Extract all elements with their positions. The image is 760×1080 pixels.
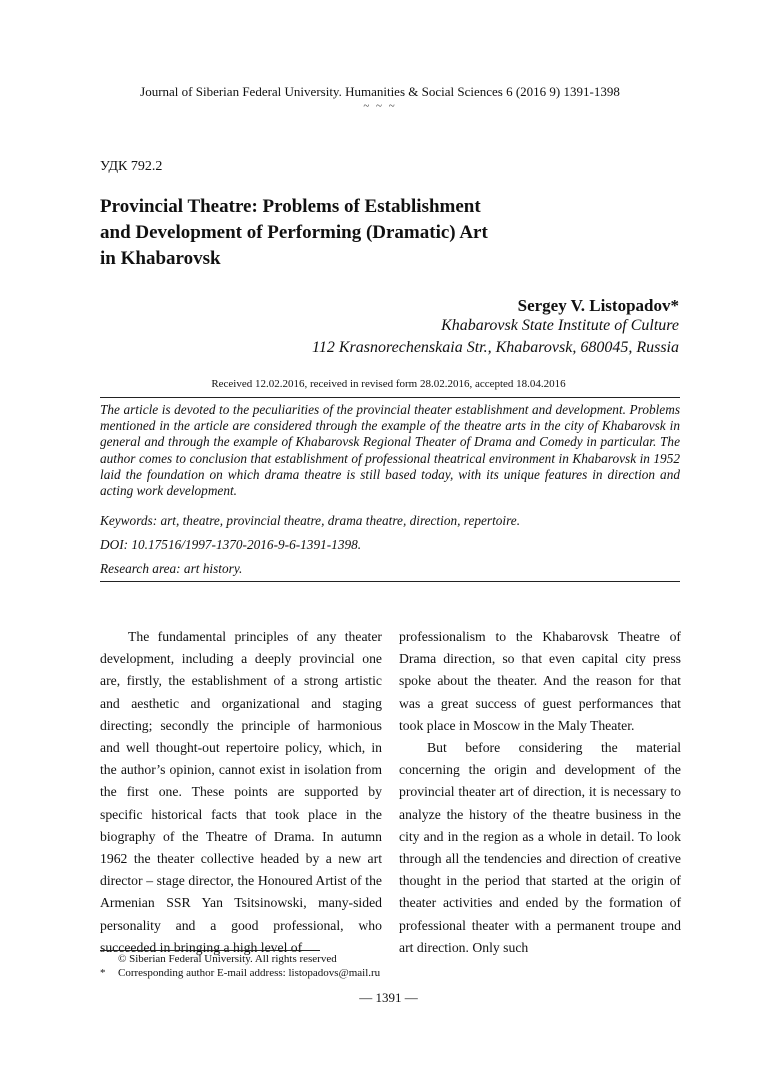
body-column-left: [100, 626, 382, 959]
title-line: Provincial Theatre: Problems of Establishment: [100, 196, 481, 217]
title-line: and Development of Performing (Dramatic) Art: [100, 222, 488, 243]
udk-code: УДК 792.2: [100, 159, 163, 174]
body-paragraph: But before considering the material concerning the origin and development of the provincial theater art of direction, it is necessary to analyze the history of the theatre business in the city and in the region as a whole in detail. To look through all the tendencies and direction of creative thought in the period that started at the origin of theater activities and ended by the formation of professional theater with a permanent troupe and art direction. Only such: [399, 740, 681, 955]
author-institution: Khabarovsk State Institute of Culture: [441, 317, 679, 334]
divider-top: [100, 397, 680, 398]
title-line: in Khabarovsk: [100, 248, 221, 269]
page-number: — 1391 —: [359, 990, 418, 1005]
body-paragraph: The fundamental principles of any theater development, including a deeply provincial one are, firstly, the establishment of a strong artistic and aesthetic and organizational and staging directing; secondly the principle of harmonious and well thought-out repertoire policy, which, in the author’s opinion, cannot exist in isolation from the first one. These points are supported by specific historical facts that took place in the biography of the Theatre of Drama. In autumn 1962 the theater collective headed by a new art director – stage director, the Honoured Artist of the Armenian SSR Yan Tsitsinowski, many-sided personality and a good professional, who succeeded in bringing a high level of: [100, 629, 382, 955]
divider-bottom: [100, 581, 680, 582]
footnote-divider: [100, 950, 320, 951]
body-column-right: [399, 626, 681, 959]
article-title: [100, 194, 540, 272]
received-dates: Received 12.02.2016, received in revised form 28.02.2016, accepted 18.04.2016: [211, 378, 566, 390]
body-paragraph: professionalism to the Khabarovsk Theatre of Drama direction, so that even capital city press spoke about the theater. And the reason for that was a great success of guest performances that took place in Moscow in the Maly Theater.: [399, 629, 681, 733]
journal-header: Journal of Siberian Federal University. Humanities & Social Sciences 6 (2016 9) 1391-1398: [140, 84, 620, 99]
footnote-email-text: Corresponding author E-mail address: listopadovs@mail.ru: [118, 967, 381, 979]
footnote-star: *: [100, 967, 106, 979]
abstract: The article is devoted to the peculiarities of the provincial theater establishment and development. Problems mentioned in the article are considered through the example of the theatre arts in the city of Khabarovsk in general and through the example of Khabarovsk Regional Theater of Drama and Comedy in particular. The author comes to conclusion that establishment of professional theatrical environment in Khabarovsk in 1952 laid the foundation on which drama theatre is still based today, with its unique features in direction and acting work development.: [100, 402, 680, 499]
footnote-copyright: © Siberian Federal University. All rights reserved: [118, 953, 337, 965]
research-area: Research area: art history.: [100, 561, 243, 576]
keywords: Keywords: art, theatre, provincial theatre, drama theatre, direction, repertoire.: [100, 513, 521, 528]
doi: DOI: 10.17516/1997-1370-2016-9-6-1391-1398.: [100, 537, 362, 552]
author-address: 112 Krasnorechenskaia Str., Khabarovsk, 680045, Russia: [312, 339, 679, 356]
footnote-corresponding: [100, 967, 380, 979]
author-name: Sergey V. Listopadov*: [517, 296, 679, 315]
header-separator: ~ ~ ~: [363, 100, 397, 112]
